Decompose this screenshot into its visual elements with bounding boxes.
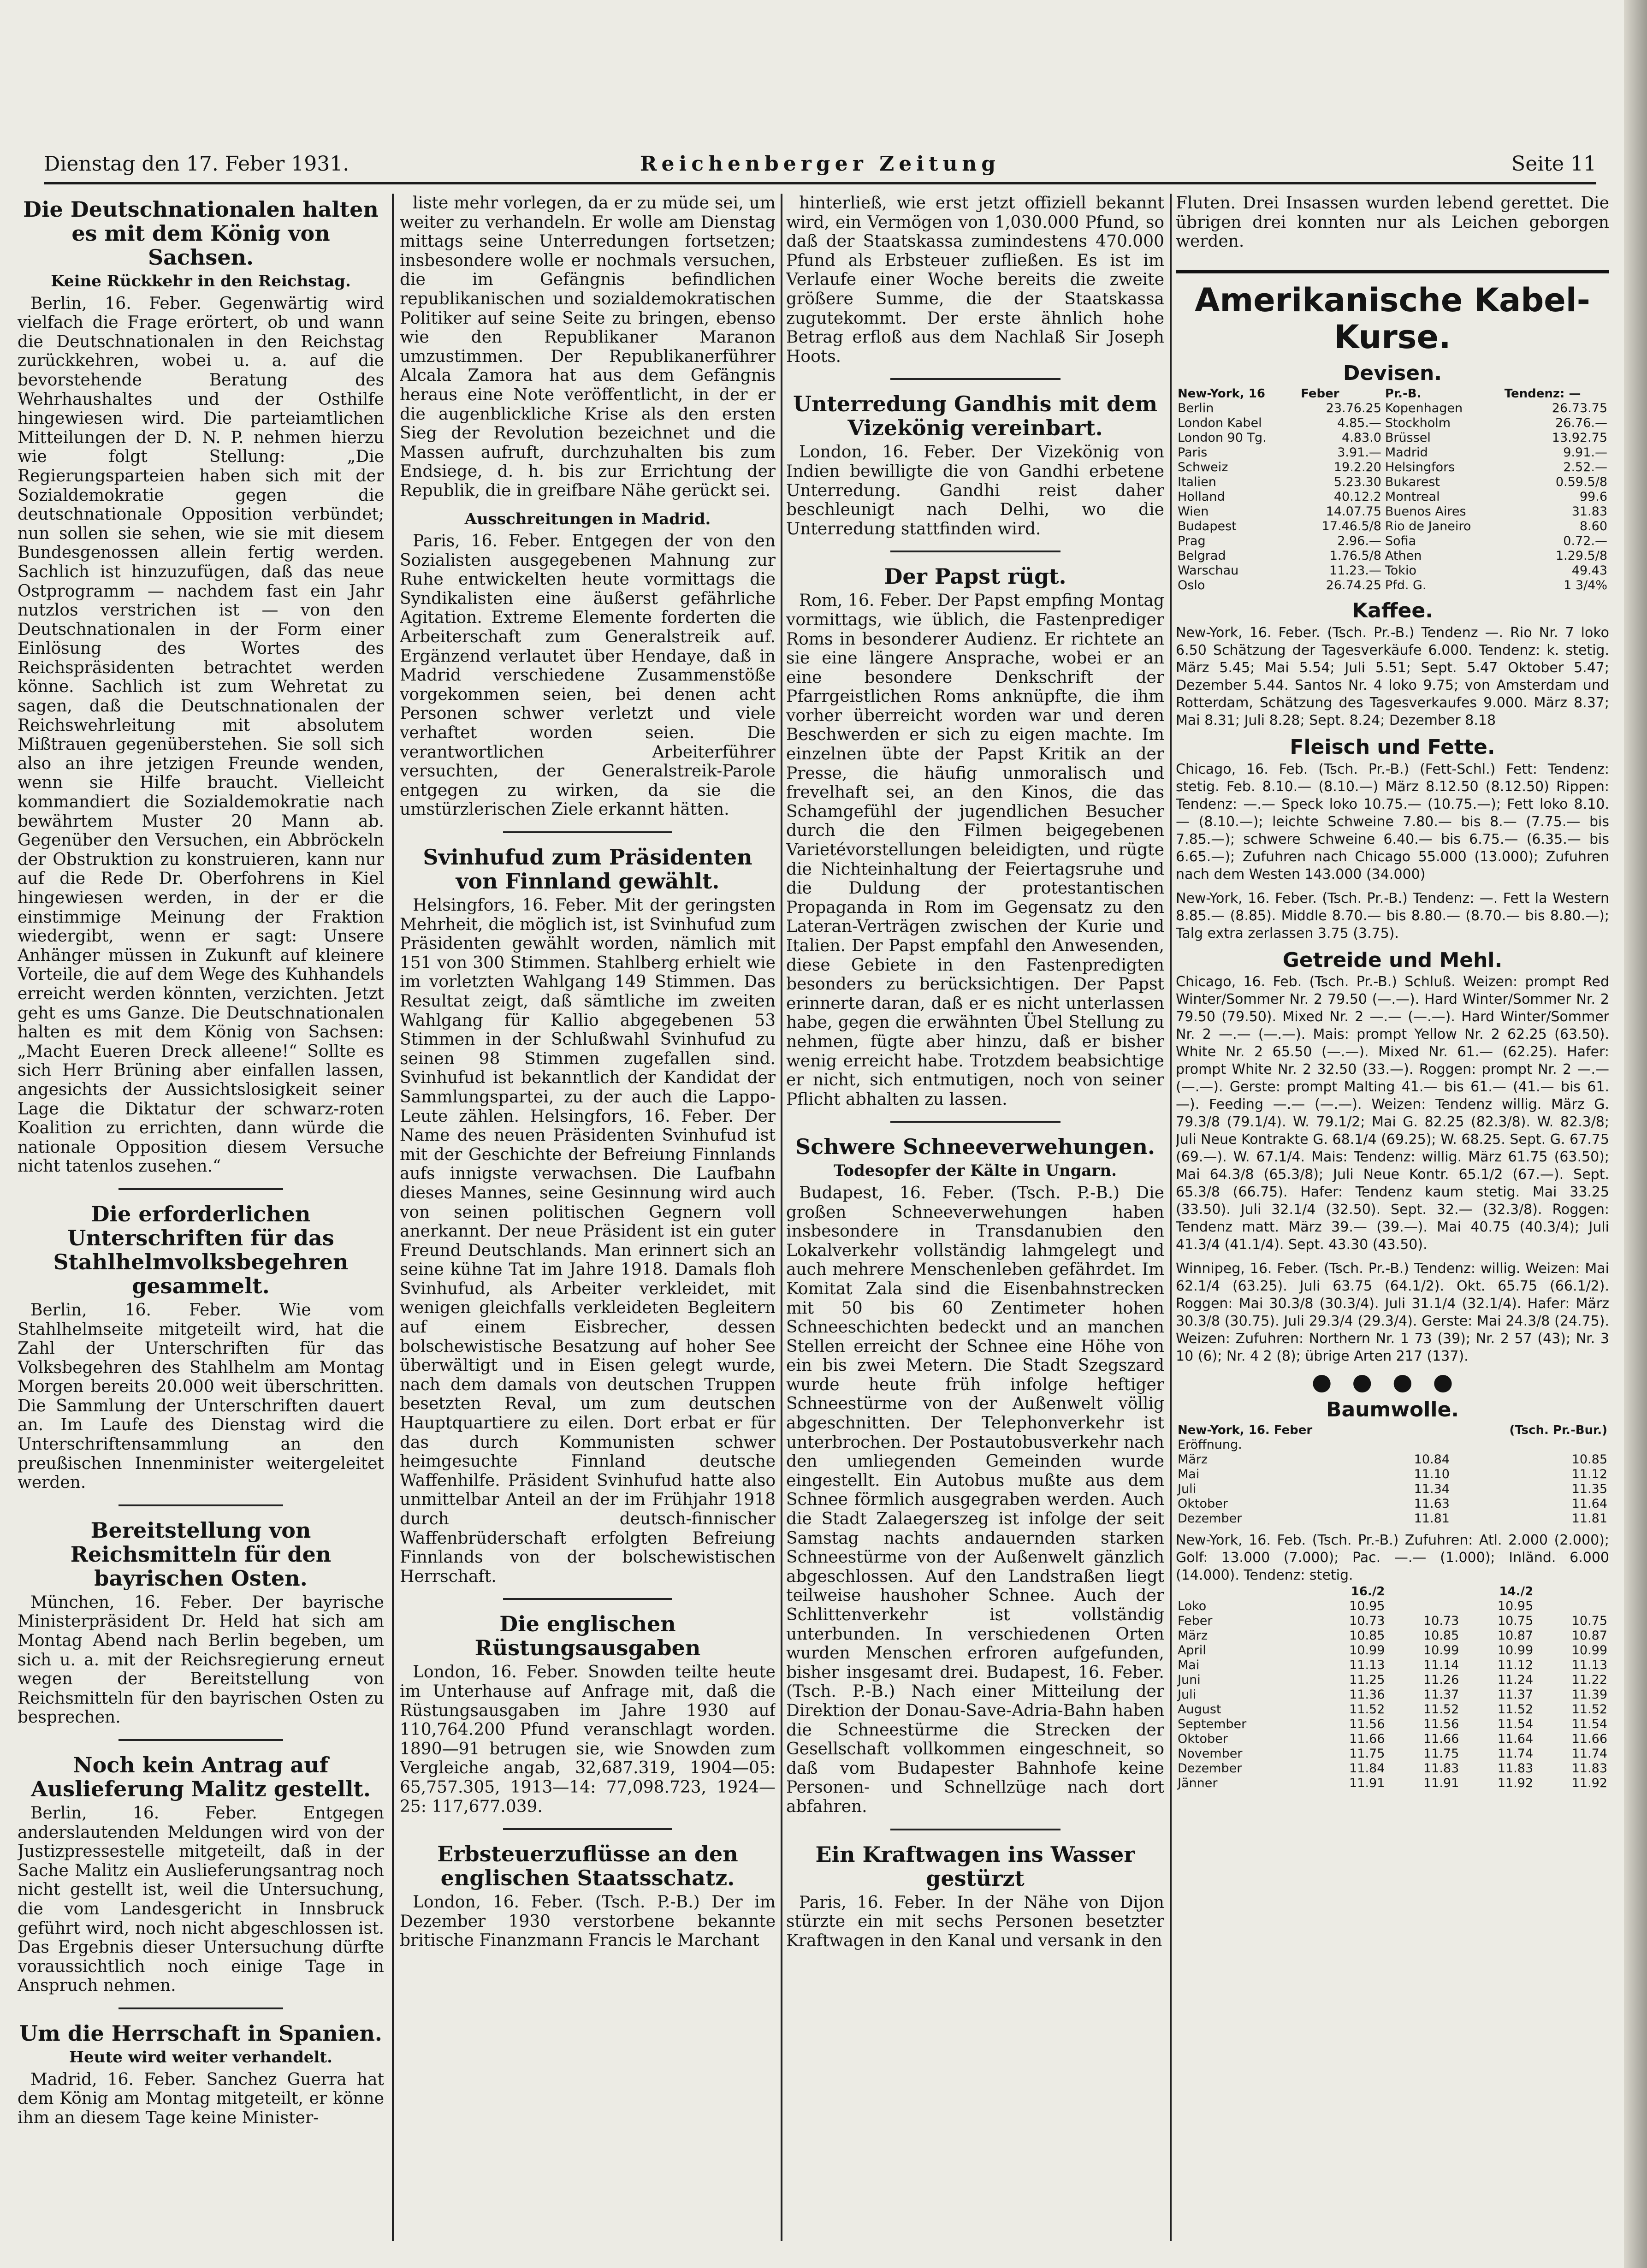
table-row (1176, 504, 1609, 519)
table-cell: 11.52 (1349, 1702, 1385, 1717)
article-body: hinterließ, wie erst jetzt offiziell bekannt wird, ein Vermögen von 1,030.000 Pfund, so daß der Staatskassa zumindestens 470.000 Pfund als Erbsteuer zufließen. Es ist im Verlaufe einer Woche bereits die zweite größere Summe, die der Staatskassa zugutekommt. Der erste ähnlich hohe Betrag erfloß aus dem Nachlaß Sir Joseph Hoots. (786, 194, 1164, 366)
table-row (1176, 401, 1609, 416)
table-row (1176, 519, 1609, 534)
table-cell: August (1178, 1702, 1221, 1717)
article (786, 1842, 1164, 1951)
article-body: Berlin, 16. Feber. Gegenwärtig wird vielfach die Frage erörtert, ob und wann die Deutschnationalen in den Reichstag zurückkehren, wobei u. a. auf die bevorstehende Beratung des Wehrhaushaltes und der Osthilfe hingewiesen wird. Die parteiamtlichen Mitteilungen der D. N. P. nehmen hierzu wie folgt Stellung: „Die Regierungsparteien haben sich mit der Sozialdemokratie gegen die deutschnationale Opposition verbündet; nun sollen sie sehen, wie sie mit diesem Bundesgenossen allein fertig werden. Sachlich ist hinzuzufügen, daß das neue Ostprogramm — nachdem fast ein Jahr nutzlos verstrichen ist — von den Deutschnationalen in der Form einer Einlösung des Wortes des Reichspräsidenten betrachtet werden könne. Sachlich ist zum Wehretat zu sagen, daß die Deutschnationalen der Reichswehrleitung mit absolutem Mißtrauen gegenüberstehen. Sie soll sich also an ihre jetzigen Freunde wenden, wenn sie Hilfe braucht. Vielleicht kommandiert die Sozialdemokratie nach bewährtem Muster 20 Mann ab. Gegenüber den Versuchen, ein Abbröckeln der Obstruktion zu konstruieren, kann nur auf die Rede Dr. Oberfohrens in Kiel hingewiesen werden, in der er die einstimmige Meinung der Fraktion wiedergibt, wenn er sagt: Unsere Anhänger müssen in Zukunft auf kleinere Vorteile, die auf dem Wege des Kuhhandels erreicht werden könnten, verzichten. Jetzt geht es ums Ganze. Die Deutschnationalen halten es mit dem König von Sachsen: „Macht Eueren Dreck alleene!“ Sollte es sich Herr Brüning aber einfallen lassen, angesichts der Aussichtslosigkeit seiner Lage die Diktatur der schwarz-roten Koalition zu errichten, dann würde die nationale Opposition diesem Versuche nicht tatenlos zusehen.“ (18, 294, 384, 1176)
article (18, 1202, 384, 1492)
getreide-heading: Getreide und Mehl. (1282, 948, 1503, 972)
table-row (1176, 1497, 1609, 1511)
table-cell: 11.91 (1423, 1776, 1459, 1791)
article (18, 1518, 384, 1727)
table-cell: 11.52 (1571, 1702, 1607, 1717)
table-cell: 11.92 (1497, 1776, 1534, 1791)
article-heading: Svinhufud zum Präsidenten von Finnland gewählt. (423, 845, 752, 894)
table-cell: 11.54 (1571, 1717, 1607, 1732)
article (1176, 194, 1609, 251)
table-row (1176, 1658, 1609, 1673)
table-cell: 11.34 (1414, 1482, 1450, 1497)
table-cell: März (1178, 1628, 1208, 1643)
table-cell: 4.85.— (1337, 416, 1381, 431)
article-body: Helsingfors, 16. Feber. Mit der geringsten Mehrheit, die möglich ist, ist Svinhufud zum Präsidenten gewählt worden, nämlich mit 151 von 300 Stimmen. Stahlberg erhielt wie im vorletzten Wahlgang 149 Stimmen. Das Resultat zeigt, daß sämtliche im zweiten Wahlgang für Kallio abgegebenen 53 Stimmen in der Schlußwahl Svinhufud zu seinen 98 Stimmen zugefallen sind. Svinhufud ist bekanntlich der Kandidat der Sammlungspartei, zu der auch die Lappo-Leute zählen. Helsingfors, 16. Feber. Der Name des neuen Präsidenten Svinhufud ist mit der Geschichte der Befreiung Finnlands aufs innigste verwachsen. Die Laufbahn dieses Mannes, seine Gesinnung wird auch von seinen politischen Gegnern voll anerkannt. Der neue Präsident ist ein guter Freund Deutschlands. Man erinnert sich an seine kühne Tat im Jahre 1918. Damals floh Svinhufud, als Arbeiter verkleidet, mit wenigen gleichfalls verkleideten Begleitern auf einem Eisbrecher, dessen bolschewistische Besatzung auf hoher See überwältigt und in Eisen gelegt wurde, nach dem damals von deutschen Truppen besetzten Reval, um zum deutschen Hauptquartiere zu eilen. Dort erbat er für das durch Kommunisten schwer heimgesuchte Finnland deutsche Waffenhilfe. Präsident Svinhufud hatte also unmittelbar Anteil an der im Frühjahr 1918 durch deutsch-finnischer Waffenbrüderschaft erfolgten Befreiung Finnlands von der bolschewistischen Herrschaft. (400, 896, 776, 1586)
article-body: London, 16. Feber. Snowden teilte heute im Unterhause auf Anfrage mit, daß die Rüstungsausgaben im Jahre 1930 auf 110,764.200 Pfund veranschlagt worden. 1890—91 betrugen sie, wie Snowden zum Vergleiche angab, 32,687.319, 1904—05: 65,757.305, 1913—14: 77,098.723, 1924—25: 117,677.039. (400, 1663, 776, 1816)
table-cell: Tendenz: — (1504, 387, 1581, 401)
table-cell: Italien (1178, 475, 1216, 490)
table-cell: Wien (1178, 504, 1209, 519)
table-cell: 26.74.25 (1326, 578, 1381, 593)
table-cell: 11.64 (1497, 1732, 1534, 1747)
article-body: München, 16. Feber. Der bayrische Ministerpräsident Dr. Held hat sich am Montag Abend nach Berlin begeben, um sich u. a. mit der Reichsregierung erneut wegen der Bereitstellung von Reichsmitteln für den bayrischen Osten zu besprechen. (18, 1593, 384, 1727)
table-header-row (1176, 1584, 1609, 1599)
table-cell: 11.22 (1571, 1673, 1607, 1688)
table-cell: 10.99 (1571, 1643, 1607, 1658)
table-row (1176, 1717, 1609, 1732)
table-cell: 11.81 (1414, 1511, 1450, 1526)
article-separator (890, 378, 1060, 380)
table-cell: 10.75 (1497, 1614, 1534, 1628)
kaffee-heading: Kaffee. (1352, 599, 1433, 623)
table-cell: Brüssel (1385, 431, 1431, 445)
table-cell: 14./2 (1499, 1585, 1534, 1599)
article-body: Paris, 16. Feber. In der Nähe von Dijon stürzte ein mit sechs Personen besetzter Kraftwagen in den Kanal und versank in den (786, 1893, 1164, 1950)
table-cell: 10.84 (1414, 1452, 1450, 1467)
table-cell: 10.85 (1571, 1452, 1607, 1467)
table-cell: Warschau (1178, 563, 1239, 578)
article-body: Berlin, 16. Feber. Wie vom Stahlhelmseite mitgeteilt wird, hat die Zahl der Unterschriften für das Volksbegehren des Stahlhelm am Montag Morgen bereits 20.000 weit überschritten. Die Sammlung der Unterschriften dauert an. Im Laufe des Dienstag wird die Unterschriftensammlung an den preußischen Innenminister weitergeleitet werden. (18, 1300, 384, 1492)
table-cell: 11.39 (1571, 1688, 1607, 1702)
table-cell: 31.83 (1571, 504, 1607, 519)
article-separator (890, 551, 1060, 552)
table-cell (1535, 1599, 1609, 1614)
article-body: Fluten. Drei Insassen wurden lebend gerettet. Die übrigen drei konnten nur als Leichen geborgen werden. (1176, 194, 1609, 251)
article (18, 1753, 384, 1996)
table-header-row (1176, 1423, 1609, 1438)
baumwolle-opening-table (1176, 1423, 1609, 1526)
newspaper-title: Reichenberger Zeitung (640, 152, 1001, 176)
table-cell: 11.84 (1349, 1761, 1385, 1776)
page-number: Seite 11 (1511, 152, 1596, 176)
table-cell (1386, 1584, 1461, 1599)
article-body: Berlin, 16. Feber. Entgegen anderslautenden Meldungen wird von der Justizpressestelle mitgeteilt, daß in der Sache Malitz ein Auslieferungsantrag noch nicht gestellt ist, weil die Untersuchung, die vom Landesgericht in Innsbruck geführt wird, noch nicht abgeschlossen ist. Das Ergebnis dieser Untersuchung dürfte voraussichtlich noch einige Tage in Anspruch nehmen. (18, 1804, 384, 1996)
table-cell: 11.83 (1497, 1761, 1534, 1776)
article-heading: Die Deutschnationalen halten es mit dem König von Sachsen. (23, 197, 379, 270)
table-row (1176, 1732, 1609, 1747)
table-cell: 11.10 (1414, 1467, 1450, 1482)
table-cell: London Kabel (1178, 416, 1262, 431)
table-cell: 11.56 (1423, 1717, 1459, 1732)
table-cell: 11.66 (1423, 1732, 1459, 1747)
table-cell: 11.13 (1349, 1658, 1385, 1673)
devisen-table (1176, 386, 1609, 593)
table-cell: 2.96.— (1337, 534, 1381, 549)
table-cell: Dezember (1178, 1511, 1242, 1526)
table-cell: 11.56 (1349, 1717, 1385, 1732)
article (400, 1842, 776, 1950)
table-cell: Jänner (1178, 1776, 1218, 1791)
table-cell: Loko (1178, 1599, 1207, 1614)
table-row (1176, 475, 1609, 490)
article-heading: Die englischen Rüstungsausgaben (474, 1611, 701, 1661)
article-heading: Um die Herrschaft in Spanien. (19, 2020, 382, 2046)
table-cell: (Tsch. Pr.-Bur.) (1509, 1423, 1607, 1438)
table-cell: Belgrad (1178, 549, 1226, 563)
table-cell: 5.23.30 (1333, 475, 1381, 490)
table-row (1176, 1614, 1609, 1628)
table-cell: 19.2.20 (1333, 460, 1381, 475)
section-ornament: ●●●● (1311, 1368, 1474, 1396)
table-cell: 10.85 (1423, 1628, 1459, 1643)
table-row (1176, 1482, 1609, 1497)
table-cell: Oktober (1178, 1497, 1228, 1511)
table-cell: 11.75 (1349, 1747, 1385, 1761)
baumwolle-table (1176, 1584, 1609, 1791)
article (18, 197, 384, 1176)
table-row (1176, 1702, 1609, 1717)
table-cell: Buenos Aires (1385, 504, 1466, 519)
table-cell (1176, 1584, 1313, 1599)
table-cell: Feber (1178, 1614, 1213, 1628)
table-cell: 2.52.— (1563, 460, 1607, 475)
table-header-row (1176, 386, 1609, 401)
table-cell: Rio de Janeiro (1385, 519, 1471, 534)
table-cell: 10.85 (1349, 1628, 1385, 1643)
fleisch-heading: Fleisch und Fette. (1290, 735, 1495, 759)
table-cell: 10.75 (1571, 1614, 1607, 1628)
table-cell: Dezember (1178, 1761, 1242, 1776)
baumwolle-report: New-York, 16. Feb. (Tsch. Pr.-B.) Zufuhren: Atl. 2.000 (2.000); Golf: 13.000 (7.000); Pac. —.— (1.000); Inländ. 6.000 (14.000). Tendenz: stetig. (1176, 1532, 1609, 1584)
table-cell: Pr.-B. (1385, 387, 1422, 401)
article-subheading: Heute wird weiter verhandelt. (69, 2048, 332, 2067)
table-cell: Helsingfors (1385, 460, 1455, 475)
table-cell: 10.73 (1349, 1614, 1385, 1628)
table-cell: 1.29.5/8 (1555, 549, 1607, 563)
table-cell: Eröffnung. (1178, 1438, 1242, 1452)
column-4-markets (1176, 194, 1609, 2255)
getreide-report-chicago: Chicago, 16. Feb. (Tsch. Pr.-B.) Schluß. Weizen: prompt Red Winter/Sommer Nr. 2 79.50 (—.—). Hard Winter/Sommer Nr. 2 79.50 (79.50). Mixed Nr. 2 —.— (—.—). Hard Winter/Sommer Nr. 2 —.— (—.—). Mais: prompt Yellow Nr. 2 62.25 (63.50). White Nr. 2 65.50 (—.—). Mixed Nr. 61.— (62.25). Hafer: prompt White Nr. 2 32.50 (33.—). Roggen: prompt Nr. 2 —.— (—.—). Gerste: prompt Malting 41.— bis 61.— (41.— bis 61.—). Feeding —.— (—.—). Weizen: Tendenz willig. März G. 79.3/8 (79.1/4). W. 79.1/2; Mai G. 82.25 (82.3/8). W. 82.3/8; Juli Neue Kontrakte G. 68.1/4 (69.25); W. 68.25. Sept. G. 67.75 (69.—). W. 67.1/4. Mais: Tendenz: willig. März 61.75 (63.50); Mai 64.3/8 (65.3/8); Juli Neue Kontr. 65.1/2 (67.—). Sept. 65.3/8 (66.75). Hafer: Tendenz kaum stetig. Mai 33.25 (33.50). Juli 32.1/4 (32.50). Sept. 32.— (32.3/8). Roggen: Tendenz matt. März 39.— (39.—). Mai 40.75 (40.3/4); Juli 41.3/4 (41.1/4). Sept. 43.30 (43.50). (1176, 974, 1609, 1253)
masthead (44, 148, 1596, 184)
table-row (1176, 445, 1609, 460)
table-cell: 23.76.25 (1326, 401, 1381, 416)
table-cell: 1.76.5/8 (1329, 549, 1381, 563)
table-cell: Pfd. G. (1385, 578, 1427, 593)
table-cell: 0.72.— (1563, 534, 1607, 549)
article-separator (890, 1121, 1060, 1123)
table-cell: Juli (1178, 1688, 1197, 1702)
table-cell: 11.36 (1349, 1688, 1385, 1702)
table-row (1176, 460, 1609, 475)
table-row (1176, 1599, 1609, 1614)
table-row (1176, 1673, 1609, 1688)
column-rule (1170, 194, 1172, 2241)
article (786, 1135, 1164, 1816)
table-cell: Tokio (1385, 563, 1416, 578)
table-cell: Schweiz (1178, 460, 1228, 475)
getreide-report-winnipeg: Winnipeg, 16. Feber. (Tsch. Pr.-B.) Tendenz: willig. Weizen: Mai 62.1/4 (63.25). Juli 63.75 (64.1/2). Okt. 65.75 (66.1/2). Roggen: Mai 30.3/8 (30.3/4). Juli 31.1/4 (32.1/4). Hafer: März 30.3/8 (30.75). Juli 29.3/4 (29.3/4). Gerste: Mai 24.3/8 (24.75). Weizen: Zufuhren: Northern Nr. 1 73 (39); Nr. 2 57 (43); Nr. 3 10 (6); Nr. 4 2 (8); übrige Arten 217 (137). (1176, 1261, 1609, 1365)
table-cell: 99.6 (1579, 490, 1607, 504)
article-heading: Die erforderlichen Unterschriften für das Stahlhelmvolksbegehren gesammelt. (53, 1201, 349, 1298)
table-cell: Prag (1178, 534, 1206, 549)
table-row (1176, 416, 1609, 431)
article-heading: Bereitstellung von Reichsmitteln für den bayrischen Osten. (70, 1517, 332, 1591)
table-cell: 40.12.2 (1333, 490, 1381, 504)
table-cell: Stockholm (1385, 416, 1451, 431)
table-cell: 10.95 (1497, 1599, 1534, 1614)
table-cell: 10.99 (1497, 1643, 1534, 1658)
table-cell: März (1178, 1452, 1208, 1467)
table-row (1176, 431, 1609, 445)
article-subheading: Todesopfer der Kälte in Ungarn. (833, 1161, 1117, 1180)
article (786, 392, 1164, 539)
table-cell: 1 3/4% (1564, 578, 1607, 593)
table-cell: 11.74 (1497, 1747, 1534, 1761)
column-1 (18, 194, 384, 2255)
table-cell: 11.52 (1497, 1702, 1534, 1717)
article-separator (118, 2007, 284, 2009)
article-separator (890, 1829, 1060, 1830)
table-cell: November (1178, 1747, 1243, 1761)
section-rule (1176, 270, 1609, 273)
table-row (1176, 1643, 1609, 1658)
table-cell: 11.24 (1497, 1673, 1534, 1688)
table-cell: Bukarest (1385, 475, 1440, 490)
article-body: Budapest, 16. Feber. (Tsch. P.-B.) Die großen Schneeverwehungen haben insbesondere in Transdanubien den Lokalverkehr vollständig lahmgelegt und auch mehrere Menschenleben gefährdet. Im Komitat Zala sind die Eisenbahnstrecken mit 50 bis 60 Zentimeter hohen Schneeschichten bedeckt und an manchen Stellen erreicht der Schnee eine Höhe von ein bis zwei Metern. Die Stadt Szegszard wurde heute früh infolge heftiger Schneestürme von der Außenwelt völlig abgeschnitten. Der Telephonverkehr ist unterbrochen. Der Postautobusverkehr nach den umliegenden Gemeinden wurde eingestellt. Ein Autobus mußte aus dem Schnee förmlich ausgegraben werden. Auch die Stadt Zalaegerszeg ist infolge der seit Samstag nachts andauernden starken Schneestürme von der Außenwelt gänzlich abgeschlossen. Auf den Landstraßen liegt teilweise haushoher Schnee. Auch der Schlittenverkehr ist vollständig unterbunden. In verschiedenen Orten wurden Menschen erfroren aufgefunden, bisher insgesamt drei. Budapest, 16. Feber. (Tsch. P.-B.) Nach einer Mitteilung der Direktion der Donau-Save-Adria-Bahn haben die Schneestürme die Strecken der Gesellschaft vollkommen eingeschneit, so daß vom Budapester Bahnhofe keine Personen- und Schnellzüge nach dort abfahren. (786, 1183, 1164, 1816)
table-row (1176, 1467, 1609, 1482)
article-separator (118, 1504, 284, 1506)
article-subheading: Ausschreitungen in Madrid. (464, 509, 711, 528)
table-cell: Athen (1385, 549, 1422, 563)
article-heading: Der Papst rügt. (884, 564, 1066, 589)
table-cell: Kopenhagen (1385, 401, 1463, 416)
article (786, 194, 1164, 366)
table-row (1176, 1776, 1609, 1791)
table-row (1176, 1511, 1609, 1526)
table-cell: 11.83 (1571, 1761, 1607, 1776)
table-cell: 11.13 (1571, 1658, 1607, 1673)
table-cell: Mai (1178, 1467, 1200, 1482)
table-cell: 49.43 (1571, 563, 1607, 578)
table-cell: 9.91.— (1563, 445, 1607, 460)
table-cell: 11.14 (1423, 1658, 1459, 1673)
table-cell: 11.12 (1571, 1467, 1607, 1482)
article-separator (503, 831, 672, 833)
column-2 (400, 194, 776, 2255)
issue-date: Dienstag den 17. Feber 1931. (44, 152, 350, 176)
table-cell (1386, 1599, 1461, 1614)
table-cell: 10.87 (1497, 1628, 1534, 1643)
table-cell: 11.91 (1349, 1776, 1385, 1791)
table-cell: Feber (1301, 387, 1339, 401)
table-cell: 13.92.75 (1552, 431, 1607, 445)
article-separator (118, 1188, 284, 1190)
article-separator (503, 1598, 672, 1600)
article-separator (503, 1828, 672, 1830)
table-cell: 11.23.— (1329, 563, 1381, 578)
baumwolle-heading: Baumwolle. (1326, 1398, 1459, 1421)
table-row (1176, 490, 1609, 504)
table-cell: 11.25 (1349, 1673, 1385, 1688)
table-cell: 11.35 (1571, 1482, 1607, 1497)
table-cell: 26.76.— (1555, 416, 1607, 431)
table-cell: 11.74 (1571, 1747, 1607, 1761)
table-cell: 10.95 (1349, 1599, 1385, 1614)
table-cell: Mai (1178, 1658, 1200, 1673)
table-cell: 16./2 (1351, 1585, 1385, 1599)
table-cell: Holland (1178, 490, 1225, 504)
article-body: London, 16. Feber. Der Vizekönig von Indien bewilligte die von Gandhi erbetene Unterredung. Gandhi reist daher beschleunigt nach Delhi, wo die Unterredung stattfinden wird. (786, 443, 1164, 539)
table-row (1176, 563, 1609, 578)
table-cell: Madrid (1385, 445, 1428, 460)
table-cell: 11.37 (1423, 1688, 1459, 1702)
table-cell: Juli (1178, 1482, 1197, 1497)
table-cell: 8.60 (1579, 519, 1607, 534)
article-subheading: Keine Rückkehr in den Reichstag. (51, 272, 351, 290)
table-cell: 14.07.75 (1326, 504, 1381, 519)
table-cell: Paris (1178, 445, 1208, 460)
article (400, 194, 776, 501)
article-heading: Schwere Schneeverwehungen. (795, 1134, 1155, 1160)
table-cell: 11.81 (1571, 1511, 1607, 1526)
table-cell: Juni (1178, 1673, 1201, 1688)
table-cell: September (1178, 1717, 1247, 1732)
article-body: London, 16. Feber. (Tsch. P.-B.) Der im Dezember 1930 verstorbene bekannte britische Finanzmann Francis le Marchant (400, 1893, 776, 1950)
table-cell: 11.54 (1497, 1717, 1534, 1732)
article-body: Rom, 16. Feber. Der Papst empfing Montag vormittags, wie üblich, die Fastenprediger Roms in besonderer Audienz. Er richtete an sie eine längere Ansprache, wobei er an eine besondere Denkschrift der Pfarrgeistlichen Roms anknüpfte, die ihm vorher überreicht worden war und deren Beschwerden er sich zu eigen machte. Im einzelnen übte der Papst Kritik an der Presse, die häufig unmoralisch und frevelhaft sei, an den Kinos, die das Schamgefühl der jugendlichen Besucher durch die den Filmen beigegebenen Varietévorstellungen beleidigten, und rügte die Nichteinhaltung der Feiertagsruhe und die Duldung der protestantischen Propaganda in Rom im Gegensatz zu den Lateran-Verträgen zwischen der Kurie und Italien. Der Papst empfahl den Anwesenden, diese Gebiete in den Fastenpredigten besonders zu berücksichtigen. Der Papst erinnerte daran, daß er es nicht unterlassen habe, gegen die erwähnten Übel Stellung zu nehmen, fügte aber hinzu, daß er bisher wenig erreicht habe. Trotzdem beabsichtige er nicht, sich entmutigen, noch von seiner Pflicht abhalten zu lassen. (786, 591, 1164, 1109)
article (786, 564, 1164, 1109)
table-cell: 11.26 (1423, 1673, 1459, 1688)
table-row (1176, 578, 1609, 593)
table-row (1176, 1438, 1609, 1452)
article-separator (118, 1739, 284, 1741)
table-row (1176, 534, 1609, 549)
article-heading: Unterredung Gandhis mit dem Vizekönig vereinbart. (793, 391, 1158, 441)
table-cell: 11.12 (1497, 1658, 1534, 1673)
table-cell: 4.83.0 (1342, 431, 1381, 445)
article-body: Paris, 16. Feber. Entgegen der von den Sozialisten ausgegebenen Mahnung zur Ruhe entwickelten heute vormittags die Syndikalisten eine äußerst gefährliche Agitation. Extreme Elemente forderten die Arbeiterschaft zum Generalstreik auf. Ergänzend verlautet über Hendaye, daß in Madrid verschiedene Zusammenstöße vorgekommen seien, bei denen acht Personen schwer verletzt und viele verhaftet worden seien. Die verantwortlichen Arbeiterführer versuchten, der Generalstreik-Parole entgegen zu wirken, da sie die umstürzlerischen Ziele erkannt hätten. (400, 532, 776, 819)
table-cell: Montreal (1385, 490, 1440, 504)
table-cell: 10.99 (1423, 1643, 1459, 1658)
table-cell: 10.87 (1571, 1628, 1607, 1643)
table-row (1176, 1452, 1609, 1467)
table-cell: April (1178, 1643, 1206, 1658)
column-rule (781, 194, 782, 2241)
table-cell: 3.91.— (1337, 445, 1381, 460)
table-cell: Sofia (1385, 534, 1416, 549)
article-heading: Noch kein Antrag auf Auslieferung Malitz gestellt. (31, 1753, 371, 1801)
column-rule (392, 194, 394, 2241)
article-body: liste mehr vorlegen, da er zu müde sei, um weiter zu verhandeln. Er wolle am Dienstag mittags seine Unterredungen fortsetzen; insbesondere wolle er nochmals versuchen, die im Gefängnis befindlichen republikanischen und sozialdemokratischen Politiker auf seine Seite zu bringen, ebenso wie den Republikaner Maranon umzustimmen. Der Republikanerführer Alcala Zamora hat aus dem Gefängnis heraus eine Note veröffentlicht, in der er die augenblickliche Krise als den ersten Sieg der Revolution bezeichnet und die Massen aufruft, durchzuhalten bis zum Endsiege, d. h. bis zur Errichtung der Republik, die in greifbare Nähe gerückt sei. (400, 194, 776, 500)
table-row (1176, 1688, 1609, 1702)
table-cell: 0.59.5/8 (1555, 475, 1607, 490)
table-cell: 11.63 (1414, 1497, 1450, 1511)
table-cell: 11.64 (1571, 1497, 1607, 1511)
table-cell: 11.52 (1423, 1702, 1459, 1717)
table-cell: Oktober (1178, 1732, 1228, 1747)
devisen-heading: Devisen. (1343, 361, 1442, 385)
table-cell: 17.46.5/8 (1321, 519, 1381, 534)
table-cell (1535, 1584, 1609, 1599)
article (400, 510, 776, 820)
fleisch-report-newyork: New-York, 16. Feber. (Tsch. Pr.-B.) Tendenz: —. Fett la Western 8.85.— (8.85). Middle 8.70.— bis 8.80.— (8.70.— bis 8.80.—); Talg extra zerlassen 3.75 (3.75). (1176, 890, 1609, 942)
article-heading: Erbsteuerzuflüsse an den englischen Staatsschatz. (437, 1842, 738, 1891)
table-cell: Berlin (1178, 401, 1214, 416)
table-cell: 11.92 (1571, 1776, 1607, 1791)
table-cell: 11.66 (1349, 1732, 1385, 1747)
table-row (1176, 1761, 1609, 1776)
table-cell: 10.73 (1423, 1614, 1459, 1628)
markets-heading: Amerikanische Kabel-Kurse. (1195, 281, 1590, 356)
article-heading: Ein Kraftwagen ins Wasser gestürzt (815, 1842, 1135, 1891)
article (400, 1612, 776, 1816)
article (18, 2021, 384, 2127)
table-cell: 11.75 (1423, 1747, 1459, 1761)
table-cell: London 90 Tg. (1178, 431, 1267, 445)
column-3 (786, 194, 1164, 2255)
table-row (1176, 1747, 1609, 1761)
table-cell: 11.37 (1497, 1688, 1534, 1702)
table-cell: 11.66 (1571, 1732, 1607, 1747)
article (400, 845, 776, 1586)
article-body: Madrid, 16. Feber. Sanchez Guerra hat dem König am Montag mitgeteilt, er könne ihm an diesem Tage keine Minister- (18, 2070, 384, 2127)
table-row (1176, 1628, 1609, 1643)
table-cell: Oslo (1178, 578, 1205, 593)
table-cell: New-York, 16 (1178, 387, 1265, 401)
table-cell: Budapest (1178, 519, 1237, 534)
table-cell: 11.83 (1423, 1761, 1459, 1776)
page-edge-shadow (1624, 0, 1647, 2268)
fleisch-report-chicago: Chicago, 16. Feb. (Tsch. Pr.-B.) (Fett-Schl.) Fett: Tendenz: stetig. Feb. 8.10.— (8.10.—) März 8.12.50 (8.12.50) Rippen: Tendenz: —.— Speck loko 10.75.— (10.75.—); Fett loko 8.10.— (8.10.—); leichte Schweine 7.80.— bis 8.— (7.75.— bis 7.85.—); schwere Schweine 6.40.— bis 6.75.— (6.35.— bis 6.65.—); Zufuhren nach Chicago 55.000 (13.000); Zufuhren nach dem Westen 143.000 (34.000) (1176, 761, 1609, 882)
kaffee-report: New-York, 16. Feber. (Tsch. Pr.-B.) Tendenz —. Rio Nr. 7 loko 6.50 Schätzung der Tagesverkäufe 6.000. Tendenz: k. stetig. März 5.45; Mai 5.54; Juli 5.51; Sept. 5.47 Oktober 5.47; Dezember 5.44. Santos Nr. 4 loko 9.75; von Amsterdam und Rotterdam, Schätzung des Tagesverkaufes 9.000. März 8.37; Mai 8.31; Juli 8.28; Sept. 8.24; Dezember 8.18 (1176, 624, 1609, 728)
table-cell: 26.73.75 (1552, 401, 1607, 416)
table-row (1176, 549, 1609, 563)
table-cell: 10.99 (1349, 1643, 1385, 1658)
table-cell: New-York, 16. Feber (1178, 1423, 1313, 1438)
